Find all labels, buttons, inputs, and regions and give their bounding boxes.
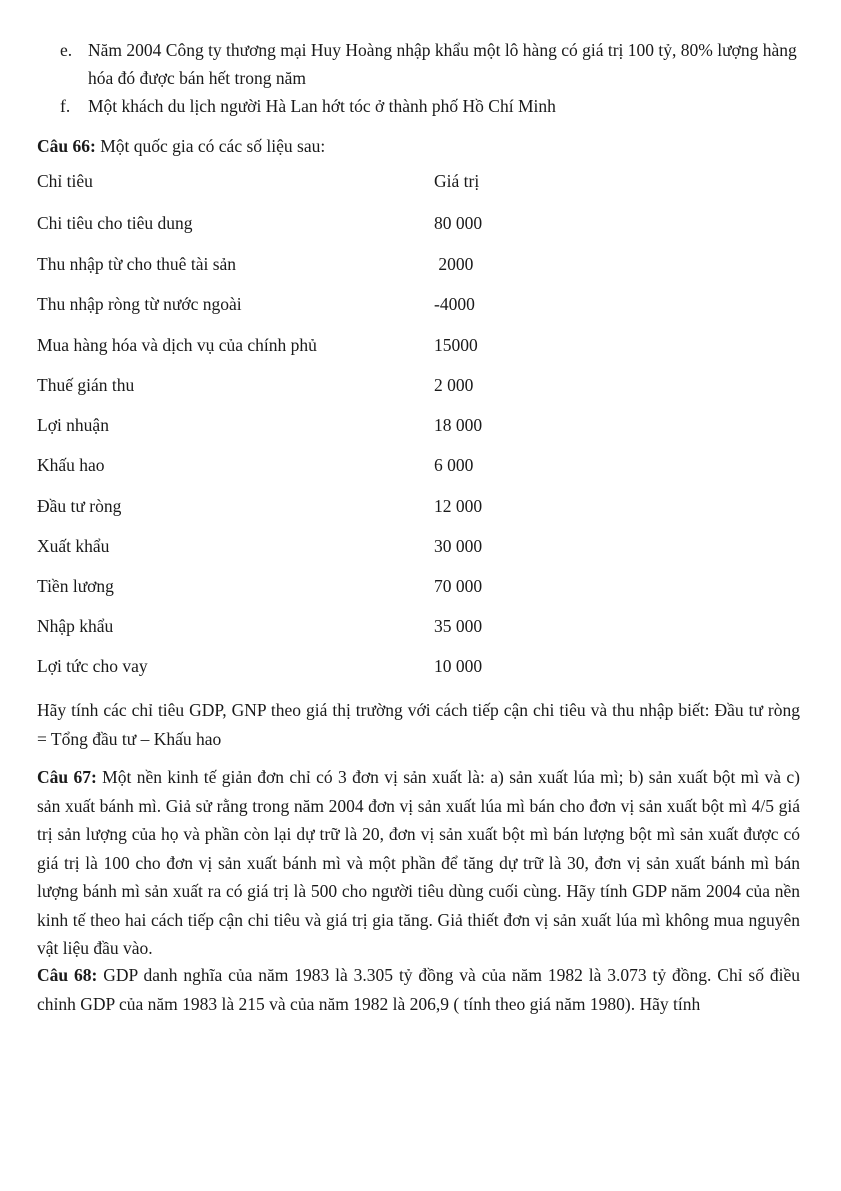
row-value: 15000: [434, 335, 478, 355]
row-name: Thu nhập từ cho thuê tài sản: [37, 254, 237, 274]
row-value: 30 000: [434, 536, 483, 556]
row-name: Tiền lương: [37, 576, 114, 596]
row-name: Lợi nhuận: [37, 415, 109, 435]
question-text: GDP danh nghĩa của năm 1983 là 3.305 tỷ đồng và của năm 1982 là 3.073 tỷ đồng. Chỉ số điều chỉnh GDP của năm 1983 là 215 và của năm 1982 là 206,9 ( tính theo giá năm 1980). Hãy tính: [37, 965, 801, 1014]
row-value: 70 000: [434, 576, 483, 596]
table-row: [37, 415, 597, 439]
question-67: [37, 763, 800, 963]
list-item-f: [60, 92, 800, 120]
question-66-intro: [37, 132, 800, 161]
question-label: Câu 67:: [37, 767, 97, 787]
row-name: Khấu hao: [37, 455, 105, 475]
task-text: Hãy tính các chỉ tiêu GDP, GNP theo giá thị trường với cách tiếp cận chi tiêu và thu nhập biết: Đầu tư ròng = Tổng đầu tư – Khấu hao: [37, 700, 800, 749]
row-name: Nhập khẩu: [37, 616, 114, 636]
table-row: [37, 536, 597, 560]
list-marker: e.: [60, 40, 73, 60]
row-name: Đầu tư ròng: [37, 496, 122, 516]
question-label: Câu 66:: [37, 136, 96, 156]
list-item-text: Năm 2004 Công ty thương mại Huy Hoàng nhập khẩu một lô hàng có giá trị 100 tỷ, 80% lượng hàng hóa đó được bán hết trong năm: [88, 40, 797, 88]
row-name: Thu nhập ròng từ nước ngoài: [37, 294, 242, 314]
question-label: Câu 68:: [37, 965, 98, 985]
table-header: [37, 171, 597, 195]
list-item-text: Một khách du lịch người Hà Lan hớt tóc ở thành phố Hồ Chí Minh: [88, 96, 556, 116]
table-row: [37, 335, 597, 359]
column-header-value: Giá trị: [434, 171, 480, 191]
list-marker: f.: [60, 96, 71, 116]
table-row: [37, 254, 597, 278]
row-name: Lợi tức cho vay: [37, 656, 148, 676]
question-text: Một nền kinh tế giản đơn chỉ có 3 đơn vị sản xuất là: a) sản xuất lúa mì; b) sản xuất bột mì và c) sản xuất bánh mì. Giả sử rằng trong năm 2004 đơn vị sản xuất lúa mì bán cho đơn vị sản xuất bột mì 4/5 giá trị sản lượng của họ và phần còn lại dự trữ là 20, đơn vị sản xuất bột mì bán lượng bột mì sản xuất được có giá trị là 100 cho đơn vị sản xuất bánh mì và một phần để tăng dự trữ là 30, đơn vị sản xuất bánh mì bán lượng bánh mì sản xuất ra có giá trị là 500 cho người tiêu dùng cuối cùng. Hãy tính GDP năm 2004 của nền kinh tế theo hai cách tiếp cận chi tiêu và giá trị gia tăng. Giả thiết đơn vị sản xuất lúa mì không mua nguyên vật liệu đầu vào.: [37, 767, 800, 958]
row-name: Thuế gián thu: [37, 375, 135, 395]
question-68: [37, 961, 800, 1018]
table-row: [37, 576, 597, 600]
table-row: [37, 455, 597, 479]
row-value: 80 000: [434, 213, 483, 233]
column-header-indicator: Chỉ tiêu: [37, 171, 93, 191]
row-name: Xuất khẩu: [37, 536, 110, 556]
row-name: Mua hàng hóa và dịch vụ của chính phủ: [37, 335, 317, 355]
row-value: 2000: [434, 254, 474, 274]
row-name: Chi tiêu cho tiêu dung: [37, 213, 193, 233]
table-row: [37, 496, 597, 520]
row-value: -4000: [434, 294, 475, 314]
table-row: [37, 656, 597, 680]
row-value: 6 000: [434, 455, 474, 475]
question-66-task: [37, 696, 800, 753]
row-value: 10 000: [434, 656, 483, 676]
row-value: 2 000: [434, 375, 474, 395]
list-item-e: [60, 36, 800, 92]
table-row: [37, 213, 597, 237]
table-row: [37, 294, 597, 318]
row-value: 35 000: [434, 616, 483, 636]
table-row: [37, 616, 597, 640]
row-value: 12 000: [434, 496, 483, 516]
row-value: 18 000: [434, 415, 483, 435]
question-text: Một quốc gia có các số liệu sau:: [95, 136, 326, 156]
table-row: [37, 375, 597, 399]
